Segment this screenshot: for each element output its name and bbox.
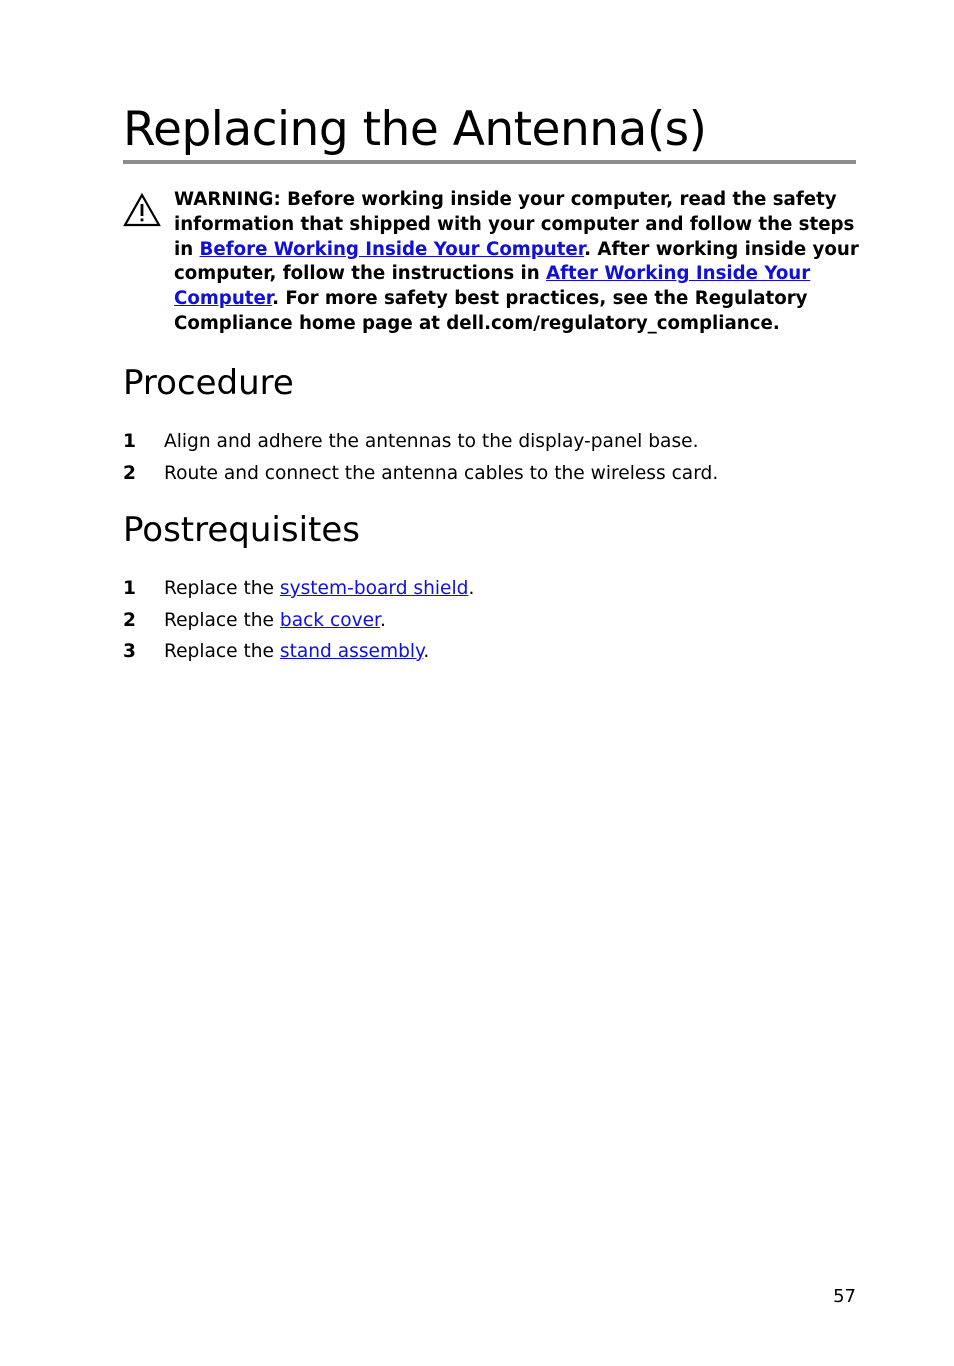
list-item xyxy=(123,636,856,668)
step-number: 1 xyxy=(123,578,136,599)
after-working-link[interactable]: After Working Inside Your Computer xyxy=(174,263,811,310)
procedure-heading: Procedure xyxy=(123,363,294,403)
warning-text-part-1: WARNING: Before working inside your computer, read the safety information that shipped with your computer and follow the steps in xyxy=(174,189,855,260)
step-number: 2 xyxy=(123,462,136,484)
back-cover-link[interactable]: back cover xyxy=(279,609,380,631)
step-number: 3 xyxy=(123,641,136,662)
list-item xyxy=(123,426,856,458)
step-prefix: Replace the xyxy=(164,609,280,631)
procedure-list xyxy=(123,426,856,489)
step-text xyxy=(164,573,474,605)
list-item xyxy=(123,458,856,490)
step-text xyxy=(164,605,386,637)
step-text: Route and connect the antenna cables to the wireless card. xyxy=(164,462,719,484)
page-title: Replacing the Antenna(s) xyxy=(123,102,707,157)
warning-triangle-icon xyxy=(123,193,161,227)
warning-text-part-2: . After working inside your computer, follow the instructions in xyxy=(174,238,859,285)
list-item xyxy=(123,573,856,605)
warning-text xyxy=(174,188,864,337)
system-board-shield-link[interactable]: system-board shield xyxy=(279,578,469,599)
list-item xyxy=(123,605,856,637)
step-number: 1 xyxy=(123,431,136,452)
warning-text-part-3: . For more safety best practices, see the Regulatory Compliance home page at dell.com/regulatory_compliance. xyxy=(174,288,808,334)
title-rule xyxy=(123,160,856,164)
step-text: Align and adhere the antennas to the display-panel base. xyxy=(164,431,699,452)
stand-assembly-link[interactable]: stand assembly xyxy=(279,641,424,662)
postrequisites-heading: Postrequisites xyxy=(123,510,360,550)
postrequisites-list xyxy=(123,573,856,668)
step-suffix: . xyxy=(379,609,386,631)
step-number: 2 xyxy=(123,609,136,631)
step-prefix: Replace the xyxy=(164,641,280,662)
step-suffix: . xyxy=(468,578,475,599)
page-number: 57 xyxy=(833,1286,856,1307)
step-suffix: . xyxy=(423,641,430,662)
before-working-link[interactable]: Before Working Inside Your Computer xyxy=(199,238,585,260)
step-prefix: Replace the xyxy=(164,578,280,599)
step-text xyxy=(164,636,429,668)
